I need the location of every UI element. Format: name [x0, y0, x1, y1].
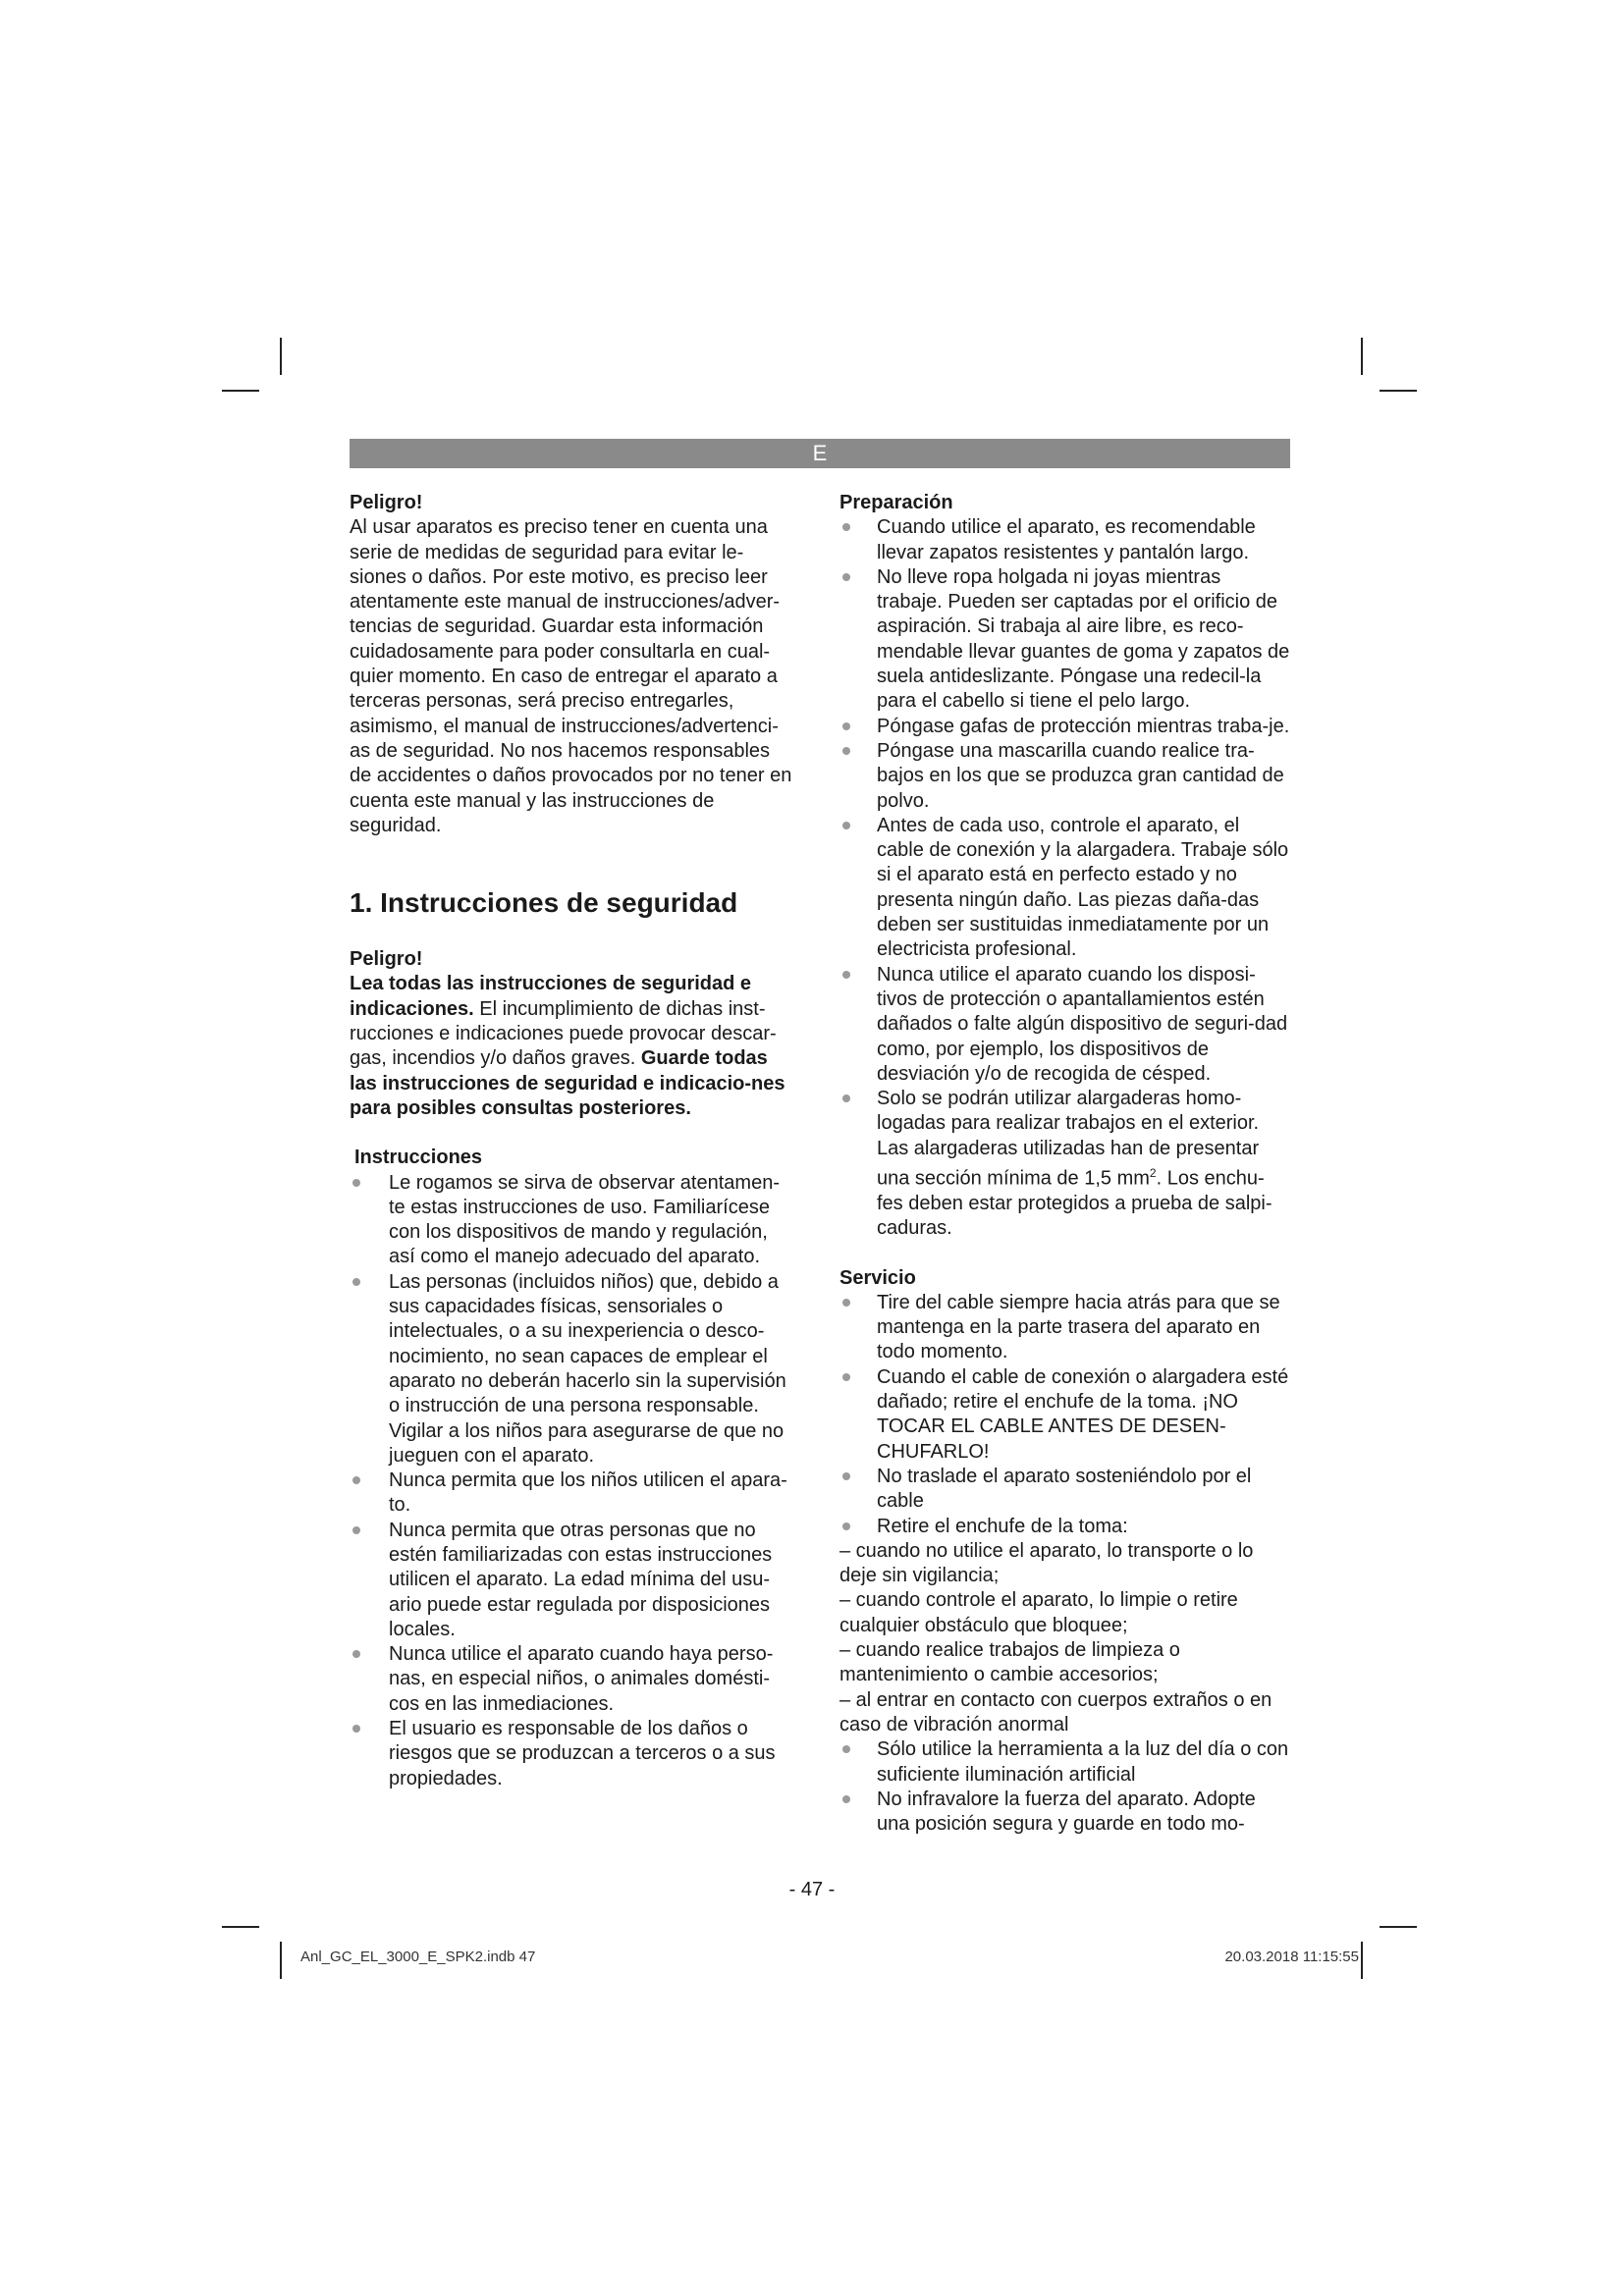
list-item: Tire del cable siempre hacia atrás para que se mantenga en la parte trasera del aparato en todo momento.: [839, 1291, 1290, 1365]
unplug-label: Retire el enchufe de la toma:: [877, 1515, 1128, 1537]
crop-mark: [222, 1926, 259, 1928]
crop-mark: [1380, 1926, 1417, 1928]
list-item: Las personas (incluidos niños) que, debido a sus capacidades físicas, sensoriales o intelectuales, o a su inexperiencia o desco-nocimiento, no sean capaces de emplear el aparato no deberán hacerlo sin la supervisión o instrucción de una persona responsable. Vigilar a los niños para asegurarse de que no jueguen con el aparato.: [350, 1270, 793, 1468]
list-item: [839, 1515, 1290, 1738]
danger-text-1: El incumplimiento de dichas inst-rucciones e indicaciones puede provocar descar-gas, incendios y/o daños graves.: [350, 997, 777, 1070]
language-label: E: [812, 441, 828, 465]
danger-paragraph: [350, 972, 793, 1121]
list-item: No traslade el aparato sosteniéndolo por el cable: [839, 1465, 1290, 1515]
list-item: Le rogamos se sirva de observar atentamen-te estas instrucciones de uso. Familiarícese con los dispositivos de mando y regulación, así como el manejo adecuado del aparato.: [350, 1171, 793, 1270]
crop-mark: [280, 1942, 282, 1979]
footer-timestamp: 20.03.2018 11:15:55: [1224, 1949, 1359, 1965]
unplug-sublist: – cuando no utilice el aparato, lo transporte o lo deje sin vigilancia; – cuando controle el aparato, lo limpie o retire cualquier obstáculo que bloquee; – cuando realice trabajos de limpieza o mantenimiento o cambie accesorios; – al entrar en contacto con cuerpos extraños o en caso de vibración anormal: [839, 1539, 1272, 1735]
list-item: Sólo utilice la herramienta a la luz del día o con suficiente iluminación artificial: [839, 1737, 1290, 1788]
right-column: [839, 491, 1290, 1837]
list-item: Nunca utilice el aparato cuando haya perso-nas, en especial niños, o animales domésti-cos en las inmediaciones.: [350, 1642, 793, 1717]
section-title: 1. Instrucciones de seguridad: [350, 887, 738, 919]
list-item: Nunca utilice el aparato cuando los disposi-tivos de protección o apantallamientos estén dañados o falte algún dispositivo de seguri-dad como, por ejemplo, los dispositivos de desviación y/o de recogida de césped.: [839, 963, 1290, 1087]
language-header-bar: [350, 439, 1290, 468]
list-item: Cuando el cable de conexión o alargadera esté dañado; retire el enchufe de la toma. ¡NO TOCAR EL CABLE ANTES DE DESEN-CHUFARLO!: [839, 1365, 1290, 1465]
crop-mark: [280, 338, 282, 375]
crop-mark: [222, 390, 259, 392]
extension-cable-text-b: . Los enchu-fes deben estar protegidos a prueba de salpi-caduras.: [877, 1167, 1272, 1240]
list-item: Antes de cada uso, controle el aparato, el cable de conexión y la alargadera. Trabaje sólo si el aparato está en perfecto estado y no presenta ningún daño. Las piezas daña-das deben ser sustituidas inmediatamente por un electricista profesional.: [839, 814, 1290, 963]
superscript: 2: [1149, 1166, 1157, 1181]
crop-mark: [1361, 338, 1363, 375]
list-item: Póngase una mascarilla cuando realice tra-bajos en los que se produzca gran cantidad de polvo.: [839, 739, 1290, 814]
list-item: No lleve ropa holgada ni joyas mientras trabaje. Pueden ser captadas por el orificio de aspiración. Si trabaja al aire libre, es reco-mendable llevar guantes de goma y zapatos de suela antideslizante. Póngase una redecil-la para el cabello si tiene el pelo largo.: [839, 565, 1290, 715]
preparation-list: [839, 515, 1290, 1241]
extension-cable-text-a: Solo se podrán utilizar alargaderas homo-logadas para realizar trabajos en el exterior. Las alargaderas utilizadas han de presentar una sección mínima de 1,5 mm: [877, 1088, 1260, 1190]
service-list: [839, 1291, 1290, 1838]
preparation-heading: Preparación: [839, 492, 953, 513]
list-item: Nunca permita que los niños utilicen el apara-to.: [350, 1468, 793, 1519]
instructions-heading: Instrucciones: [354, 1147, 483, 1169]
instructions-list: [350, 1171, 793, 1791]
list-item: [839, 1087, 1290, 1241]
service-heading: Servicio: [839, 1266, 916, 1289]
list-item: Cuando utilice el aparato, es recomendable llevar zapatos resistentes y pantalón largo.: [839, 515, 1290, 565]
footer-filename: Anl_GC_EL_3000_E_SPK2.indb 47: [300, 1949, 536, 1965]
left-column: [350, 491, 793, 1791]
list-item: No infravalore la fuerza del aparato. Adopte una posición segura y guarde en todo mo-: [839, 1788, 1290, 1838]
danger-bold-1: Lea todas las instrucciones de seguridad e indicaciones.: [350, 973, 752, 1020]
page-number: - 47 -: [788, 1879, 836, 1900]
list-item: Póngase gafas de protección mientras traba-je.: [839, 715, 1290, 739]
danger-heading: Peligro!: [350, 948, 423, 971]
intro-text: Al usar aparatos es preciso tener en cuenta una serie de medidas de seguridad para evitar le-siones o daños. Por este motivo, es preciso leer atentamente este manual de instrucciones/adver-tencias de seguridad. Guardar esta información cuidadosamente para poder consultarla en cual-quier momento. En caso de entregar el aparato a terceras personas, será preciso entregarles, asimismo, el manual de instrucciones/advertenci-as de seguridad. No nos hacemos responsables de accidentes o daños provocados por no tener en cuenta este manual y las instrucciones de seguridad.: [350, 516, 792, 836]
danger-bold-2: Guarde todas las instrucciones de seguridad e indicacio-nes para posibles consultas posteriores.: [350, 1047, 785, 1119]
crop-mark: [1380, 390, 1417, 392]
list-item: Nunca permita que otras personas que no estén familiarizadas con estas instrucciones utilicen el aparato. La edad mínima del usu-ario puede estar regulada por disposiciones locales.: [350, 1519, 793, 1642]
list-item: El usuario es responsable de los daños o riesgos que se produzcan a terceros o a sus propiedades.: [350, 1717, 793, 1791]
crop-mark: [1361, 1942, 1363, 1979]
intro-heading: Peligro!: [350, 492, 423, 513]
